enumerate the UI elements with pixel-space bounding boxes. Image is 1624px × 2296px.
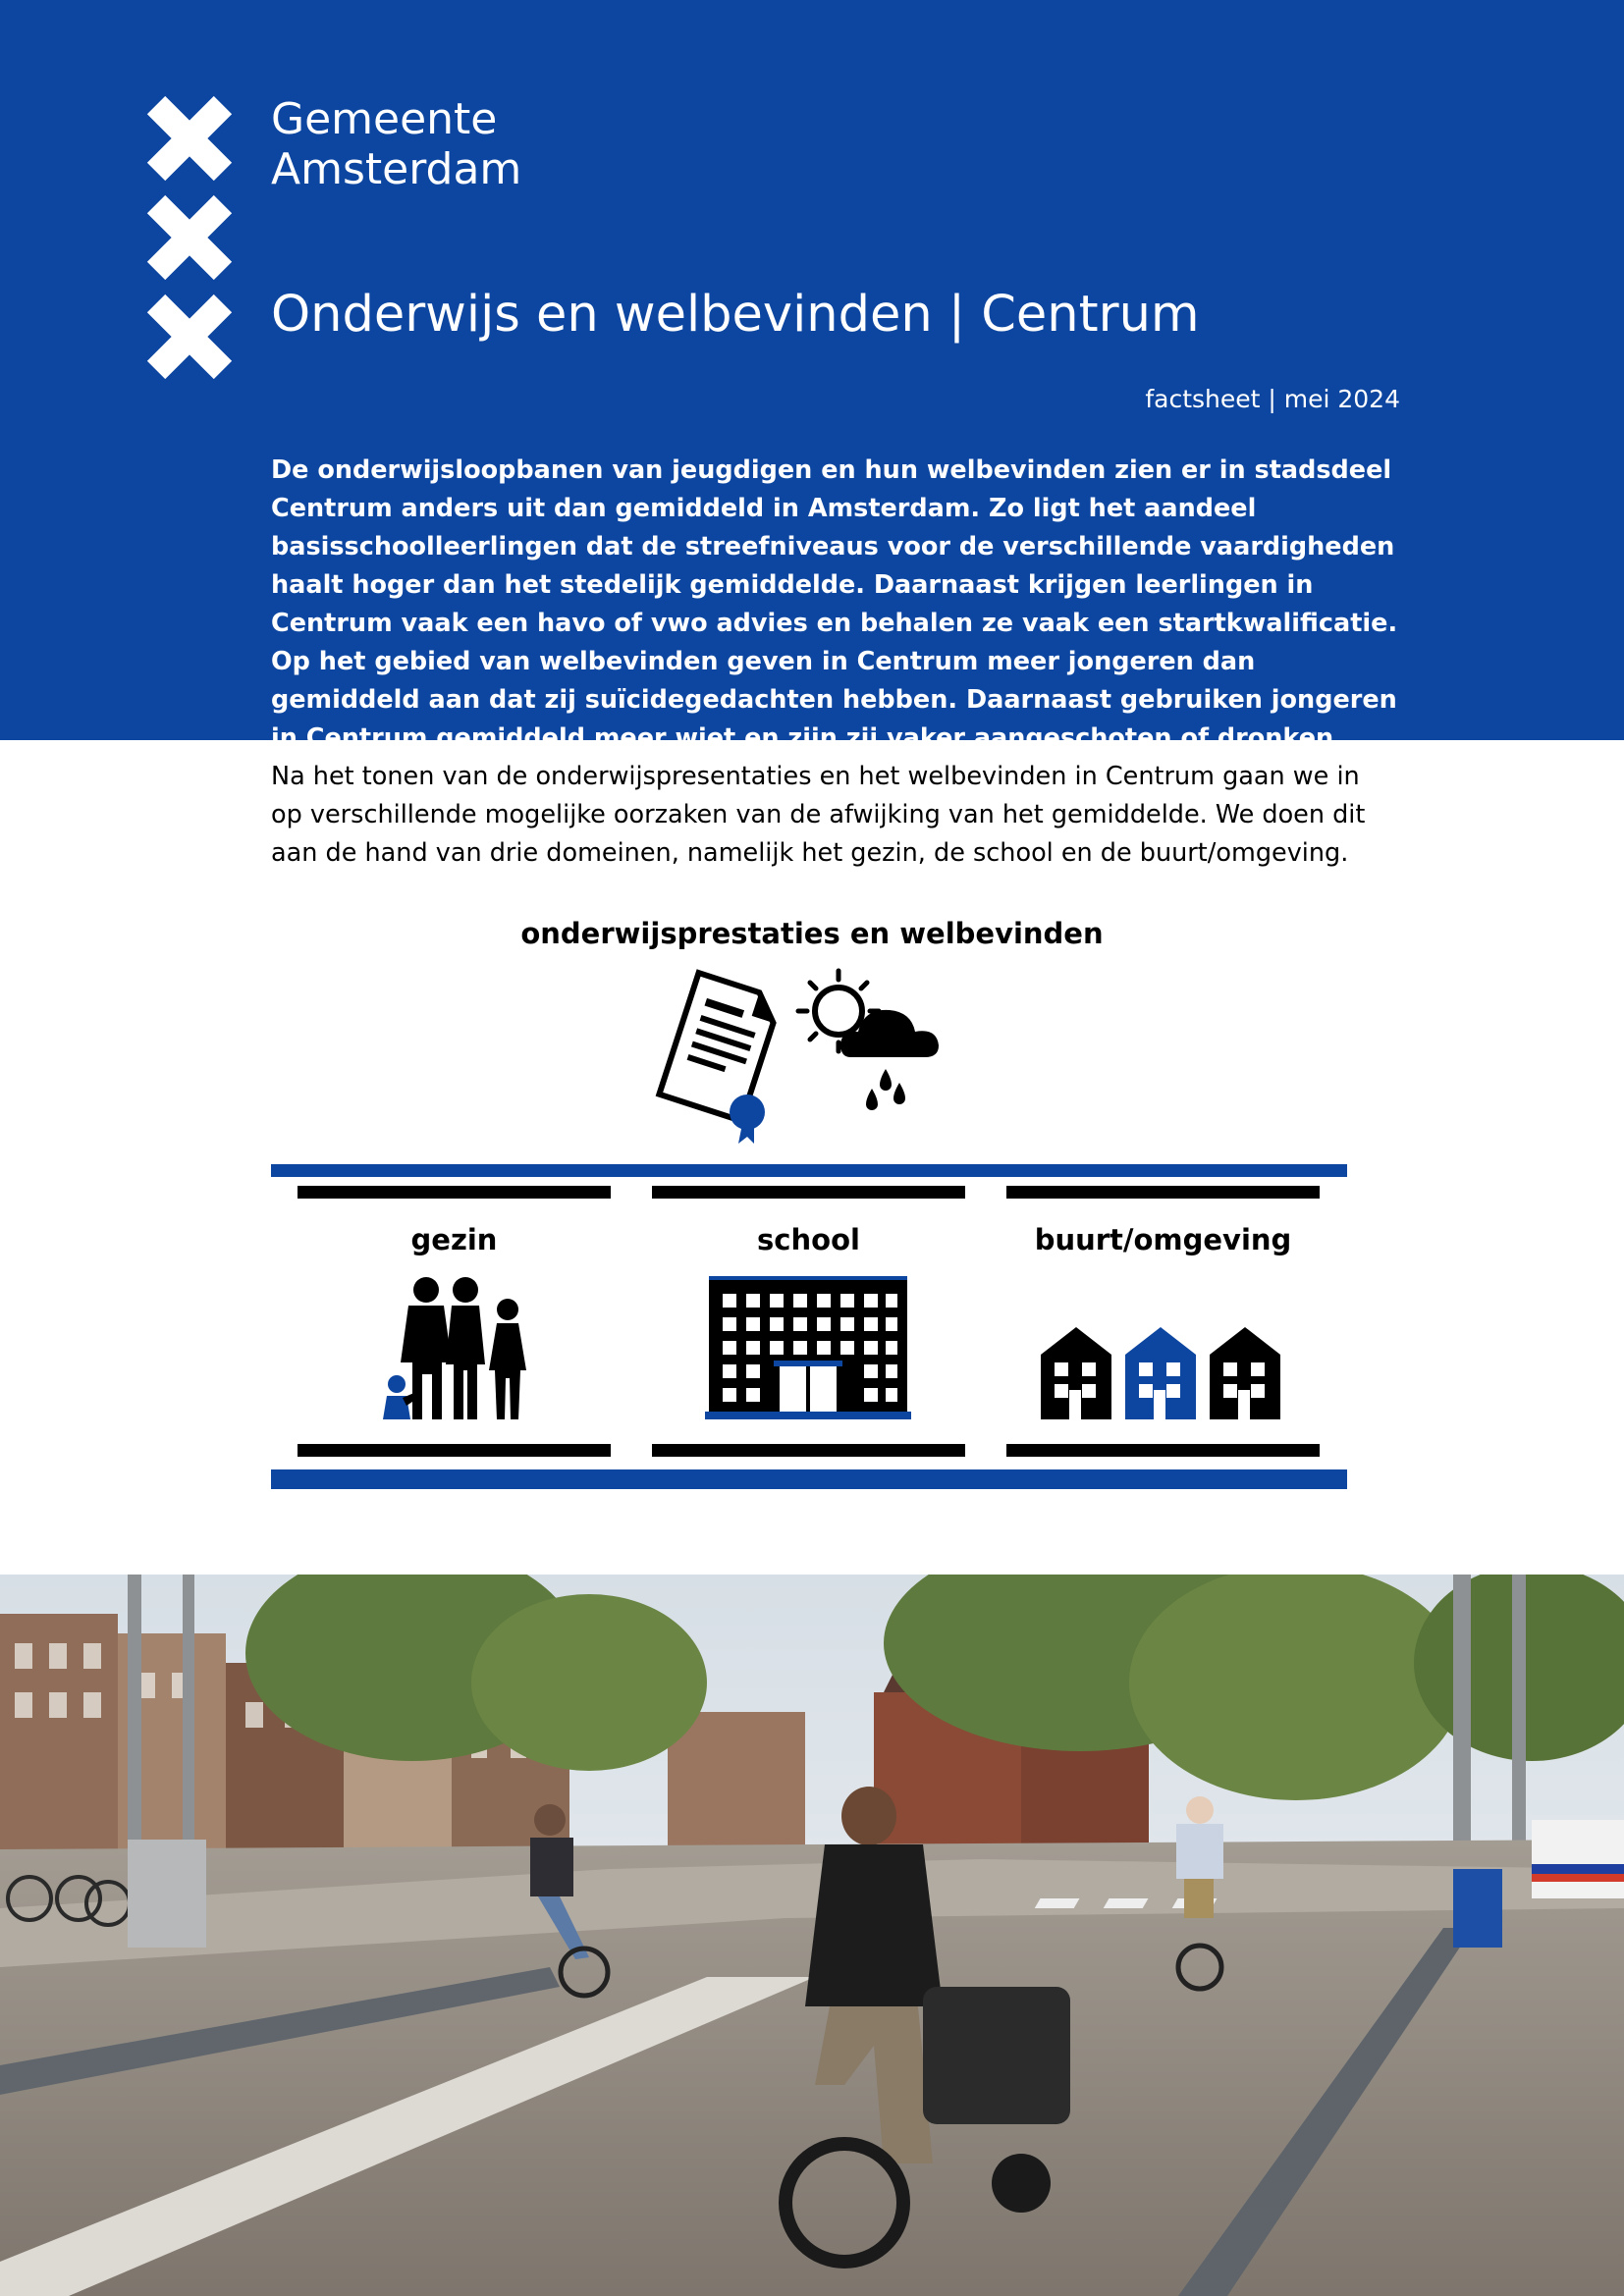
diagram-title: onderwijsprestaties en welbevinden <box>520 917 1104 950</box>
domain-label-buurt: buurt/omgeving <box>1034 1223 1292 1256</box>
certificate-icon <box>646 962 784 1144</box>
gezin-bottom-bar <box>298 1444 611 1457</box>
sun-cloud-rain-icon <box>793 967 960 1124</box>
org-line-1: Gemeente <box>271 94 498 144</box>
factsheet-date: factsheet | mei 2024 <box>1145 385 1400 413</box>
school-top-bar <box>652 1186 965 1199</box>
organisation-name <box>271 94 521 194</box>
header-band <box>0 0 1624 753</box>
intro-paragraph: De onderwijsloopbanen van jeugdigen en hun welbevinden zien er in stadsdeel Centrum anders uit dan gemiddeld in Amsterdam. Zo ligt het aandeel basisschoolleerlingen dat de streefniveaus voor de verschillende vaardigheden haalt hoger dan het stedelijk gemiddelde. Daarnaast krijgen leerlingen in Centrum vaak een havo of vwo advies en behalen ze vaak een startkwalificatie. Op het gebied van welbevinden geven in Centrum meer jongeren dan gemiddeld aan dat zij suïcidegedachten hebben. Daarnaast gebruiken jongeren in Centrum gemiddeld meer wiet en zijn zij vaker aangeschoten of dronken. <box>271 455 1398 753</box>
bottom-divider-bar <box>271 1469 1347 1489</box>
domain-label-gezin: gezin <box>410 1223 498 1256</box>
street-photo <box>0 1575 1624 2296</box>
school-bottom-bar <box>652 1444 965 1457</box>
family-icon <box>377 1276 534 1421</box>
buurt-bottom-bar <box>1006 1444 1320 1457</box>
buurt-top-bar <box>1006 1186 1320 1199</box>
gezin-top-bar <box>298 1186 611 1199</box>
body-paragraph: Na het tonen van de onderwijspresentaties en het welbevinden in Centrum gaan we in op verschillende mogelijke oorzaken van de afwijking van het gemiddelde. We doen dit aan de hand van drie domeinen, namelijk het gezin, de school en de buurt/omgeving. <box>271 762 1366 868</box>
houses-icon <box>1039 1325 1286 1419</box>
page-title: Onderwijs en welbevinden | Centrum <box>271 286 1200 344</box>
amsterdam-xxx-logo <box>145 94 234 381</box>
org-line-2: Amsterdam <box>271 144 522 194</box>
top-divider-bar <box>271 1164 1347 1177</box>
domain-label-school: school <box>757 1223 860 1256</box>
school-building-icon <box>705 1274 911 1419</box>
